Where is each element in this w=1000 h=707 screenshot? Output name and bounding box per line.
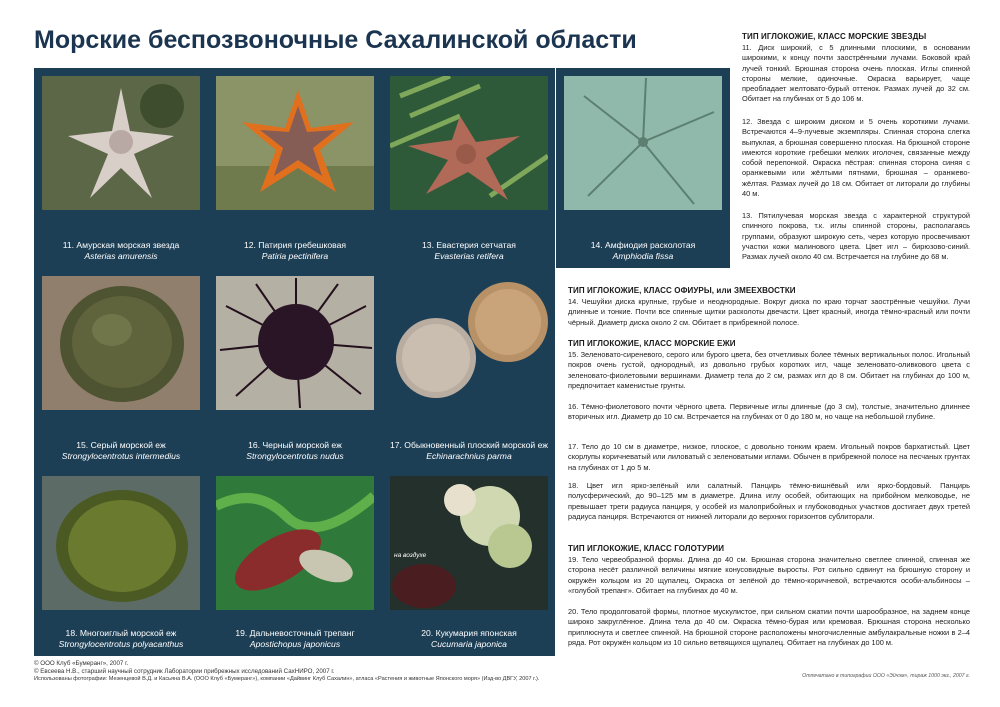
description-12: 12. Звезда с широким диском и 5 очень короткими лучами. Встречаются 4–9-лучевые экземпляры. Спинная сторона слегка выпуклая, а брюшная совершенно плоская. На брюшной стороне имеются короткие гребешки мелких иголочек, связанные между собой перепонкой. Окраска пёстрая: спинная сторона синяя с оранжевыми или жёлтыми пятнами, брюшная – оранжево-жёлтая. Размах лучей до 18 см. Обитает от литорали до глубины 40 м. — [742, 117, 970, 199]
asterias-photo — [42, 76, 200, 210]
description-19: 19. Тело червеобразной формы. Длина до 40 см. Брюшная сторона значительно светлее спинной, спинная же сторона несёт различной величины мягкие конусовидные выросты. Рот сильно сдвинут на брюшную сторону и окружён кольцом из 20 щупалец. Окраска от зелёной до тёмно-коричневой, встречаются особи-альбиносы – «голубой трепанг». Обитает на глубинах до 40 м. — [568, 555, 970, 595]
apostichopus-photo — [216, 476, 374, 610]
description-18: 18. Цвет игл ярко-зелёный или салатный. Панцирь тёмно-вишнёвый или ярко-бордовый. Панцирь полусферический, до 90–125 мм в диаметре. Длина иглу особей, обитающих на прибойном мелководье, не превышает трети радиуса панциря, у особей из малоприбойных и глубоководных участков достигает двух третей радиуса панциря. Встречаются от нижней литорали до верхних горизонтов сублиторали. — [568, 481, 970, 521]
species-caption: 14. Амфиодия расколотая Amphiodia fissa — [590, 240, 696, 261]
species-card-17 — [382, 268, 556, 468]
section-heading-urchins: ТИП ИГЛОКОЖИЕ, КЛАСС МОРСКИЕ ЕЖИ — [568, 339, 736, 348]
species-caption: 15. Серый морской еж Strongylocentrotus intermedius — [61, 440, 181, 461]
copyright-club: © ООО Клуб «Бумеранг», 2007 г. — [34, 660, 129, 667]
species-card-20 — [382, 468, 556, 656]
intermedius-photo — [42, 276, 200, 410]
species-card-15 — [34, 268, 208, 468]
section-heading-stars: ТИП ИГЛОКОЖИЕ, КЛАСС МОРСКИЕ ЗВЕЗДЫ — [742, 32, 927, 41]
polyacanthus-photo — [42, 476, 200, 610]
species-caption: 16. Черный морской еж Strongylocentrotus nudus — [246, 440, 344, 461]
species-caption: 13. Евастерия сетчатая Evasterias retifera — [422, 240, 516, 261]
species-caption: 18. Многоиглый морской еж Strongylocentrotus polyacanthus — [58, 628, 184, 649]
species-card-19 — [208, 468, 382, 656]
description-14: 14. Чешуйки диска крупные, грубые и неоднородные. Вокруг диска по краю торчат заострённые чешуйки. Лучи длинные и тонкие. Почти все спинные щитки расколоты двечасти. Цвет красный, иногда тёмно-красный или почти чёрный. Диаметр диска около 2 см. Обитает в прибрежной полосе. — [568, 297, 970, 327]
description-15: 15. Зеленовато-сиреневого, серого или бурого цвета, без отчетливых более тёмных вертикальных полос. Игольный покров очень густой, однородный, из довольно грубых коротких игл, чаще зеленовато-оливкового цвета с зеленовато-фиолетовыми вершинами. Диаметр тела до 2 см, размах игл до 8 см. Обитает на глубинах до 100 м, предпочитает каменистые грунты. — [568, 350, 970, 390]
species-card-14 — [556, 68, 730, 268]
species-panel — [34, 68, 555, 656]
cucumaria-photo — [390, 476, 548, 610]
section-heading-cucumbers: ТИП ИГЛОКОЖИЕ, КЛАСС ГОЛОТУРИИ — [568, 544, 725, 553]
species-caption: 19. Дальневосточный трепанг Apostichopus japonicus — [235, 628, 355, 649]
section-heading-ophiuroids: ТИП ИГЛОКОЖИЕ, КЛАСС ОФИУРЫ, или ЗМЕЕХВОСТКИ — [568, 286, 796, 295]
description-13: 13. Пятилучевая морская звезда с характерной структурой спинного покрова, т.к. иглы спинной стороны, располагаясь группами, образуют широкую сеть, через которую просвечивают участки кожи малинового цвета. Цвет игл – бирюзово-синий. Размах лучей около 40 см. Встречается на глубине до 68 м. — [742, 211, 970, 262]
description-16: 16. Тёмно-фиолетового почти чёрного цвета. Первичные иглы длинные (до 3 см), толстые, значительно длиннее вторичных игл. Диаметр до 10 см. Встречается на глубинах от 0 до 180 м, но чаще на небольшой глубине. — [568, 402, 970, 422]
species-card-18 — [34, 468, 208, 656]
photo-credits: Использованы фотографии: Мезенцевой В.Д. и Касьяна В.А. (ООО Клуб «Бумеранг»), компании «Дайвинг Клуб Сахалин», атласа «Растения и животные Японского моря» (Изд-во ДВГУ, 2007 г.). — [34, 676, 540, 682]
species-card-16 — [208, 268, 382, 468]
photo-note: на воздухе — [394, 552, 427, 559]
species-card-13 — [382, 68, 556, 268]
species-card-11 — [34, 68, 208, 268]
description-20: 20. Тело продолговатой формы, плотное мускулистое, при сильном сжатии почти шарообразное, на заднем конце широко закруглённое. Длина тела до 40 см. Окраска тёмно-бурая или кремовая. Брюшная сторона несколько приплюснута и светлее спинной. На брюшной стороне расположены многочисленные амбулакральные ножки в 2–4 ряда. Рот окружён кольцом из 10 сильно ветвящихся щупалец. Обитает на глубинах до 100 м. — [568, 607, 970, 647]
species-caption: 12. Патирия гребешковая Patiria pectinifera — [243, 240, 347, 261]
species-caption: 11. Амурская морская звезда Asterias amurensis — [62, 240, 180, 261]
evasterias-photo — [390, 76, 548, 210]
species-caption: 20. Кукумария японская Cucumaria japonica — [421, 628, 517, 649]
print-info: Отпечатано в типографии ООО «Эйчэм», тираж 1000 экз., 2007 г. — [802, 673, 970, 679]
patiria-photo — [216, 76, 374, 210]
nudus-photo — [216, 276, 374, 410]
description-11: 11. Диск широкий, с 5 длинными плоскими, в основании широкими, к концу почти заострёнными лучами. Боковой край лучей тонкий. Брюшная сторона очень плоская. Иглы спинной стороны мелкие, одиночные. Окраска варьирует, чаще преобладает желтовато-бурый оттенок. Размах лучей до 32 см. Обитает на глубинах от 5 до 106 м. — [742, 43, 970, 104]
species-caption: 17. Обыкновенный плоский морской еж Echinarachnius parma — [389, 440, 549, 461]
echinarachnius-photo — [390, 276, 548, 410]
amphiodia-photo — [564, 76, 722, 210]
species-card-12 — [208, 68, 382, 268]
copyright-author: © Евсеева Н.В., старший научный сотрудник Лаборатории прибрежных исследований СахНИРО, 2007 г. — [34, 668, 335, 675]
description-17: 17. Тело до 10 см в диаметре, низкое, плоское, с довольно тонким краем. Игольный покров бархатистый. Цвет скорлупы коричневатый или лиловатый с зеленоватыми иглами. Обычен в прибрежной полосе на песчаных грунтах на глубинах от 1 до 5 м. — [568, 442, 970, 472]
page-title: Морские беспозвоночные Сахалинской области — [34, 26, 637, 54]
